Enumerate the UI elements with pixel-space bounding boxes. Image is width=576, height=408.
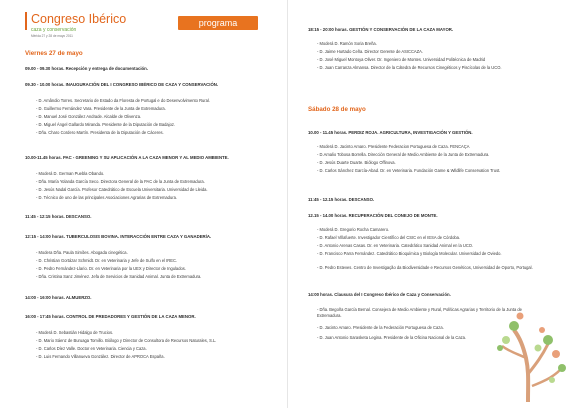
session-heading: 09.30 - 10.00 horas. INAUGURACIÓN DEL I CONGRESO IBÉRICO DE CAZA Y CONSERVACIÓN. [25,82,219,87]
session-heading: 18:15 - 20:00 horas. GESTIÓN Y CONSERVACIÓN DE LA CAZA MAYOR. [308,27,454,32]
list-item: - D. Técnico de uno de las principales Asociaciones Agrarias de Extremadura. [36,195,178,200]
session-heading: 10.00 - 11.45 horas. PERDIZ ROJA. AGRICULTURA, INVESTIGACIÓN Y GESTIÓN. [308,130,473,135]
list-item: - D. Miguel Ángel Gallardo Miranda. Presidente de la Diputación de Badajoz. [36,122,176,127]
list-item: - Moderá D. Sebastián Hidalgo de Trucios. [36,330,114,335]
session-heading: 12.15 - 14.00 horas. RECUPERACIÓN DEL CONEJO DE MONTE. [308,213,438,218]
list-item: - D. Pedro Fernández-Llario. Dr. en Veterinaria por la UEX y Director de Ingulados. [36,266,186,271]
session-heading: 09.00 - 09.30 horas. Recepción y entrega de documentación. [25,66,148,71]
session-heading: 10.00-11.45 horas. PAC - GREENING Y SU APLICACIÓN A LA CAZA MENOR Y AL MEDIO AMBIENTE. [25,155,229,160]
session-heading: 14:00 horas. Clausura del I Congreso Ibérico de Caza y Conservación. [308,292,451,297]
session-heading: 11:45 - 12.15 horas. DESCANSO. [308,197,375,202]
list-item: - D. Christian Gortázar Schmidt. Dr. en Veterinaria y Jefe de Sulfo en el IREC. [36,258,178,263]
programa-tab: programa [178,16,258,30]
list-item: - Dña. Cristina Sanz Jiménez. Jefa de Servicios de Sanidad Animal. Junta de Extremadura. [36,274,202,279]
session-heading: 14:00 - 16:00 horas. ALMUERZO. [25,295,92,300]
list-item: - Dña. María Yolanda García Seco. Directora General de la PAC de la Junta de Extremadura. [36,179,205,184]
day-heading-saturday: Sábado 28 de mayo [308,106,366,113]
list-item: - D. Manuel José González Andrade. Alcalde de Olivenza. [36,114,142,119]
list-item: - Moderá D. German Puebla Obando. [36,171,105,176]
session-heading: 12:15 - 14:00 horas. TUBERCULOSIS BOVINA. INTERACCIÓN ENTRE CAZA Y GANADERÍA. [25,234,212,239]
right-page [288,0,576,408]
list-item: - D. Francisco Parra Fernández. Catedrático Bioquímica y Biología Molecular. Universidad de Oviedo. [317,251,502,256]
list-item: - D. Luis Fernando Villanueva González. Director de APROCA España. [36,354,165,359]
list-item: - Dña. Begoña García Bernal. Consejera de Medio Ambiente y Rural, Políticas Agrarias y Territorio de la Junta de Extremadura. [317,307,522,318]
list-item: - Moderá D. Jacinto Amaro. Presidente Federacion Portuguesa de Caza. FENCAÇA [317,144,470,149]
list-item: - D. Amândio Torres. Secretario de Estado da Floresta de Portugal e do Desenvolvimento Rural. [36,98,210,103]
list-item: - D. Mario Sáenz de Buruaga Tomillo. Biólogo y Director de Consultora de Recursos Naturales, S.L. [36,338,217,343]
list-item: - D. Carlos Sánchez García-Abad. Dr. en Veterinaria. Fundación Game & Wildlife Conservation Trust. [317,168,501,173]
list-item: - Modera Dña. Paula Simões. Abogada cinegética. [36,250,128,255]
list-item: - D. Jesús Duarte Duarte. Biólogo Offinova. [317,160,396,165]
logo-title: Congreso Ibérico [31,12,127,26]
logo-date-line: Mérida 27 y 28 de mayo 2011 [31,34,73,38]
tree-illustration [492,282,570,402]
list-item: - D. Jesús Nadal García. Profesor Catedrático de Escuela Universitaria. Universidad de Lleida. [36,187,208,192]
list-item: - D. Antonio Arenas Casas. Dr. en Veterinaria. Catedrático Sanidad Animal en la UCO. [317,243,474,248]
list-item: - D. Juan Antonio Sarasketa Legina. Presidente de la Oficina Nacional de la Caza. [317,335,467,340]
list-item: - Dña. Charo Cordero Martín. Presidenta de la Diputación de Cáceres. [36,130,164,135]
list-item: - D. Guillermo Fernández Vara. Presidente de la Junta de Extremadura. [36,106,166,111]
list-item: - D. Pedro Esteves. Centro de Investigação da Biodiversidade e Recursos Genéticos, Universidad de Oporto, Portugal. [317,265,533,270]
list-item: - D. Jacinto Amaro. Presidente de la Federación Portuguesa de Caza. [317,325,444,330]
list-item: - Moderá D. Ramón Soria Breña. [317,41,377,46]
list-item: - D.Amalio Tobosa Borrella. Dirección General de Medio Ambiente de la Junta de Extremadura. [317,152,490,157]
logo-subtitle: caza y conservación [31,27,77,33]
day-heading-friday: Viernes 27 de mayo [25,50,83,57]
list-item: - D. Carlos Díez Valle. Doctor en Veterinaria. Ciencia y Caza. [36,346,147,351]
list-item: - D. Juan Carranza Almansa. Director de la Cátedra de Recursos Cinegéticos y Piscícolas de la UCO. [317,65,502,70]
logo-bar [25,12,27,30]
list-item: - Moderá D. Gregorio Rocha Camarero. [317,227,390,232]
congress-logo [25,10,150,40]
session-heading: 11:45 - 12:15 horas. DESCANSO. [25,214,92,219]
list-item: - D. Rafael Villafuerte. Investigador Científico del CSIC en el IESA de Córdoba. [317,235,461,240]
list-item: - D. José Miguel Montoya Oliver. Dr. Ingeniero de Montes. Universidad Politécnica de Madrid [317,57,486,62]
list-item: - D. Jaime Hurtado Ceña. Director Gerente de ASICCAZA. [317,49,424,54]
session-heading: 16:00 - 17:45 horas. CONTROL DE PREDADORES Y GESTIÓN DE LA CAZA MENOR. [25,314,196,319]
